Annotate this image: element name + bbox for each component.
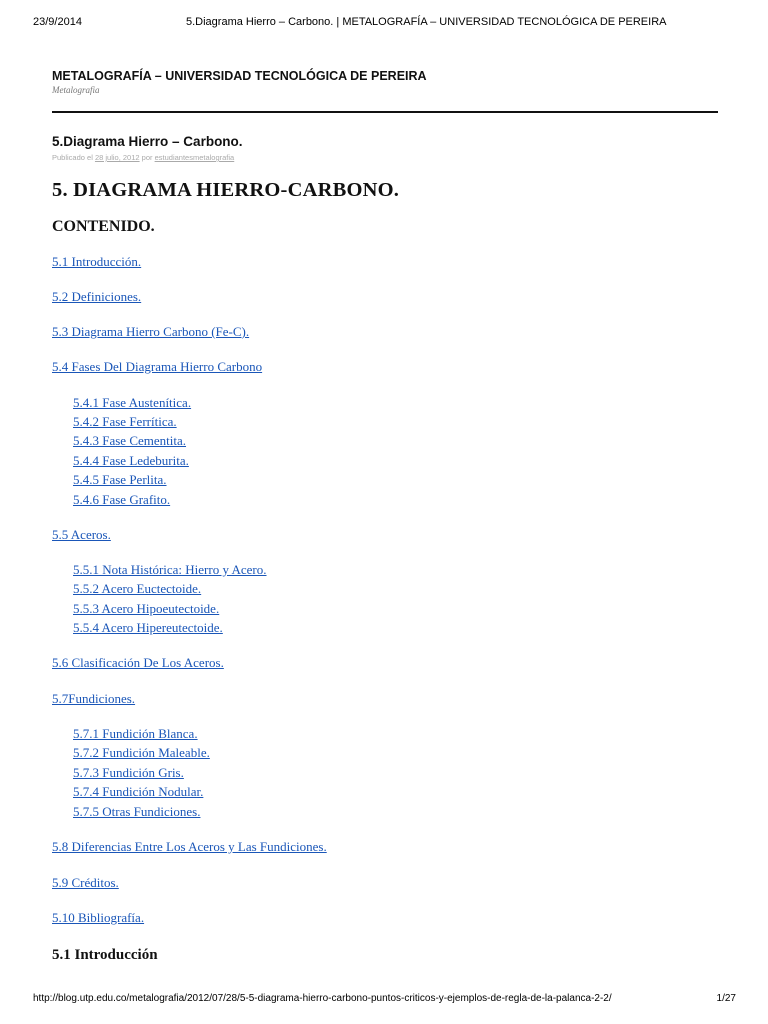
toc-link-5-5-1[interactable]: 5.5.1 Nota Histórica: Hierro y Acero. <box>73 562 267 577</box>
toc-link-5-4-2[interactable]: 5.4.2 Fase Ferrítica. <box>73 414 177 429</box>
toc-link-5-7-3[interactable]: 5.7.3 Fundición Gris. <box>73 765 184 780</box>
contents-label: CONTENIDO. <box>52 218 155 235</box>
toc-link-5-5-3[interactable]: 5.5.3 Acero Hipoeutectoide. <box>73 601 220 616</box>
toc-link-5-7-5[interactable]: 5.7.5 Otras Fundiciones. <box>73 804 201 819</box>
toc-link-5-4-5[interactable]: 5.4.5 Fase Perlita. <box>73 472 167 487</box>
meta-date-link[interactable]: 28 julio, 2012 <box>94 153 140 162</box>
print-header <box>0 16 768 32</box>
meta-prefix: Publicado el <box>52 153 95 162</box>
meta-author-link[interactable]: estudiantesmetalografia <box>154 153 235 162</box>
toc-link-5-10[interactable]: 5.10 Bibliografía. <box>52 910 145 925</box>
toc-link-5-4-6[interactable]: 5.4.6 Fase Grafito. <box>73 492 171 507</box>
meta-by: por <box>139 153 155 162</box>
toc-link-5-9[interactable]: 5.9 Créditos. <box>52 875 119 890</box>
entry-title: 5.Diagrama Hierro – Carbono. <box>52 134 243 149</box>
toc-link-5-7-4[interactable]: 5.7.4 Fundición Nodular. <box>73 784 204 799</box>
toc-link-5-4-4[interactable]: 5.4.4 Fase Ledeburita. <box>73 453 189 468</box>
site-header <box>52 68 718 96</box>
toc-link-5-7-1[interactable]: 5.7.1 Fundición Blanca. <box>73 726 198 741</box>
print-date: 23/9/2014 <box>33 16 82 28</box>
toc-link-5-8[interactable]: 5.8 Diferencias Entre Los Aceros y Las Fundiciones. <box>52 839 327 854</box>
print-page-title: 5.Diagrama Hierro – Carbono. | METALOGRAFÍA – UNIVERSIDAD TECNOLÓGICA DE PEREIRA <box>186 16 667 28</box>
print-url: http://blog.utp.edu.co/metalografia/2012/07/28/5-5-diagrama-hierro-carbono-puntos-criticos-y-ejemplos-de-regla-de-la-palanca-2-2/ <box>33 993 612 1004</box>
toc-link-5-4-1[interactable]: 5.4.1 Fase Austenítica. <box>73 395 192 410</box>
print-page-number: 1/27 <box>716 993 736 1004</box>
toc-link-5-4-3[interactable]: 5.4.3 Fase Cementita. <box>73 433 187 448</box>
toc-link-5-4[interactable]: 5.4 Fases Del Diagrama Hierro Carbono <box>52 359 263 374</box>
site-description: Metalografia <box>52 85 100 95</box>
header-divider <box>52 111 718 113</box>
toc-link-5-3[interactable]: 5.3 Diagrama Hierro Carbono (Fe-C). <box>52 324 250 339</box>
toc-link-5-5[interactable]: 5.5 Aceros. <box>52 527 111 542</box>
entry-header <box>52 132 718 163</box>
toc-link-5-6[interactable]: 5.6 Clasificación De Los Aceros. <box>52 655 224 670</box>
content-heading: 5. DIAGRAMA HIERRO-CARBONO. <box>52 179 400 201</box>
toc-link-5-5-2[interactable]: 5.5.2 Acero Euctectoide. <box>73 581 202 596</box>
section-heading-introduccion: 5.1 Introducción <box>52 947 158 963</box>
entry-meta <box>52 153 718 163</box>
toc-link-5-2[interactable]: 5.2 Definiciones. <box>52 289 142 304</box>
toc-link-5-7[interactable]: 5.7Fundiciones. <box>52 691 136 706</box>
site-title[interactable]: METALOGRAFÍA – UNIVERSIDAD TECNOLÓGICA DE PEREIRA <box>52 69 427 83</box>
toc-link-5-7-2[interactable]: 5.7.2 Fundición Maleable. <box>73 745 210 760</box>
toc-link-5-5-4[interactable]: 5.5.4 Acero Hipereutectoide. <box>73 620 223 635</box>
toc-link-5-1[interactable]: 5.1 Introducción. <box>52 254 142 269</box>
print-footer <box>0 993 768 1009</box>
